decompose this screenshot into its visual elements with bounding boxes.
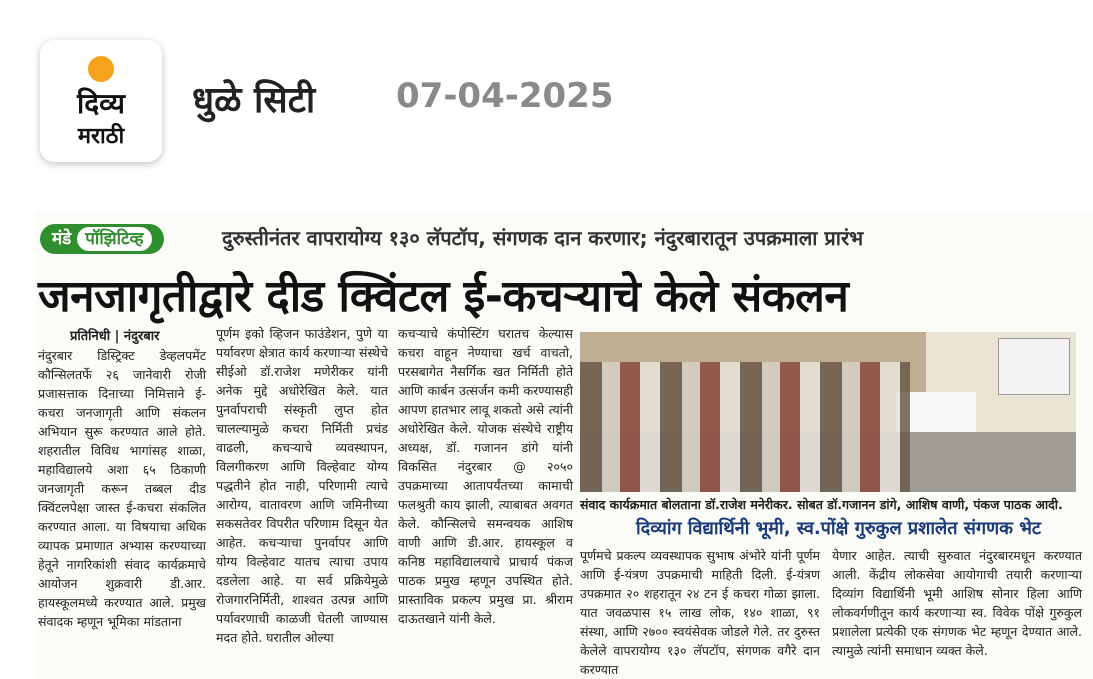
article-column-5: येणार आहेत. त्याची सुरुवात नंदुरबारमधून करण्यात आली. केंद्रीय लोकसेवा आयोगाची तयारी करणाऱ्या दिव्यांग विद्यार्थिनी भूमी आशिष सोनार हिला आणि लोकवर्गणीतून कार्य करणाऱ्या स्व. विवेक पोंक्षे गुरुकुल प्रशालेला प्रत्येकी एक संगणक भेट म्हणून देण्यात आले. त्यामुळे त्यांनी समाधान व्यक्त केले. xyxy=(832,548,1082,658)
event-photo xyxy=(580,332,1076,492)
projector-screen xyxy=(998,338,1070,395)
article-column-1: नंदुरबार डिस्ट्रिक्ट डेव्हलपमेंट कौन्सिलतर्फे २६ जानेवारी रोजी प्रजासत्ताक दिनाच्या निमित्ताने ई-कचरा जनजागृती आणि संकलन अभियान सुरू करण्यात आले होते. शहरातील विविध भागांसह शाळा, महाविद्यालये अशा ६५ ठिकाणी जनजागृती करून तब्बल दीड क्विंटलपेक्षा जास्त ई-कचरा संकलित करण्यात आला. या विषयाचा अधिक व्यापक प्रमाणात अभ्यास करण्याच्या हेतूने नागरिकांशी संवाद कार्यक्रमाचे आयोजन शुक्रवारी डी.आर. हायस्कूलमध्ये करण्यात आले. प्रमुख संवादक म्हणून भूमिका मांडताना xyxy=(38,348,206,629)
section-tag xyxy=(40,224,164,254)
logo-line1: दिव्य xyxy=(77,87,125,120)
audience xyxy=(580,362,910,492)
tag-left: मंडे xyxy=(52,229,72,249)
secondary-headline: दिव्यांग विद्यार्थिनी भूमी, स्व.पोंक्षे गुरुकुल प्रशालेत संगणक भेट xyxy=(636,518,1041,539)
tag-right: पॉझिटिव्ह xyxy=(77,227,151,251)
article-byline: प्रतिनिधी | नंदुरबार xyxy=(70,329,160,344)
article-column-4: पूर्णमचे प्रकल्प व्यवस्थापक सुभाष अंभोरे यांनी पूर्णम आणि ई-यंत्रण उपक्रमाची माहिती दिली. ई-यंत्रण उपक्रमात २० शहरातून २४ टन ई कचरा गोळा झाला. यात जवळपास १५ लाख लोक, १४० शाळा, ९१ संस्था, आणि २७०० स्वयंसेवक जोडले गेले. तर दुरुस्त केलेले वापरायोग्य १३० लॅपटॉप, संगणक वगैरे दान करण्यात xyxy=(580,548,820,677)
edition-title: धुळे सिटी xyxy=(192,80,316,121)
sun-icon xyxy=(88,56,114,82)
article-column-3: कचऱ्याचे कंपोस्टिंग घरातच केल्यास कचरा वाहून नेण्याचा खर्च वाचतो, परसबागेत नैसर्गिक खत निर्मिती होते आणि कार्बन उत्सर्जन कमी करण्यासही आपण हातभार लावू शकतो असे त्यांनी अधोरेखित केले. योजक संस्थेचे राष्ट्रीय अध्यक्ष, डॉ. गजानन डांगे यांनी विकसित नंदुरबार @ २०५० उपक्रमाच्या आतापर्यंतच्या कामाची फलश्रुती काय झाली, त्याबाबत अवगत केले. कौन्सिलचे समन्वयक आशिष वाणी आणि डी.आर. हायस्कूल व कनिष्ठ महाविद्यालयाचे प्राचार्य पंकज पाठक प्रमुख म्हणून उपस्थित होते. प्रास्ताविक प्रकल्प प्रमुख प्रा. श्रीराम दाऊतखाने यांनी केले. xyxy=(398,326,573,626)
divya-marathi-logo[interactable] xyxy=(40,40,162,162)
photo-caption: संवाद कार्यक्रमात बोलताना डॉ.राजेश मनेरीकर. सोबत डॉ.गजानन डांगे, आशिष वाणी, पंकज पाठक आदी. xyxy=(580,497,1063,512)
article-headline: जनजागृतीद्वारे दीड क्विंटल ई-कचऱ्याचे केले संकलन xyxy=(38,271,849,322)
newspaper-clipping[interactable] xyxy=(36,212,1093,679)
article-column-2: पूर्णम इको व्हिजन फाउंडेशन, पुणे या पर्यावरण क्षेत्रात कार्य करणाऱ्या संस्थेचे सीईओ डॉ.राजेश मणेरीकर यांनी अनेक मुद्दे अधोरेखित केले. यात पुनर्वापराची संस्कृती लुप्त होत चालल्यामुळे कचरा निर्मिती प्रचंड वाढली, कचऱ्याचे व्यवस्थापन, विलगीकरण आणि विल्हेवाट योग्य पद्धतीने होत नाही, परिणामी त्याचे आरोग्य, वातावरण आणि जमिनीच्या सकसतेवर विपरीत परिणाम दिसून येत आहेत. कचऱ्याचा पुनर्वापर आणि योग्य विल्हेवाट यातच त्याचा उपाय दडलेला आहे. या सर्व प्रक्रियेमुळे रोजगारनिर्मिती, शाश्वत उत्पन्न आणि पर्यावरणाची काळजी घेतली जाण्यास मदत होते. घरातील ओल्या xyxy=(216,326,388,645)
edition-date: 07-04-2025 xyxy=(396,76,614,116)
article-subheadline: दुरुस्तीनंतर वापरायोग्य १३० लॅपटॉप, संगणक दान करणार; नंदुरबारातून उपक्रमाला प्रारंभ xyxy=(222,226,864,250)
logo-line2: मराठी xyxy=(77,124,125,149)
